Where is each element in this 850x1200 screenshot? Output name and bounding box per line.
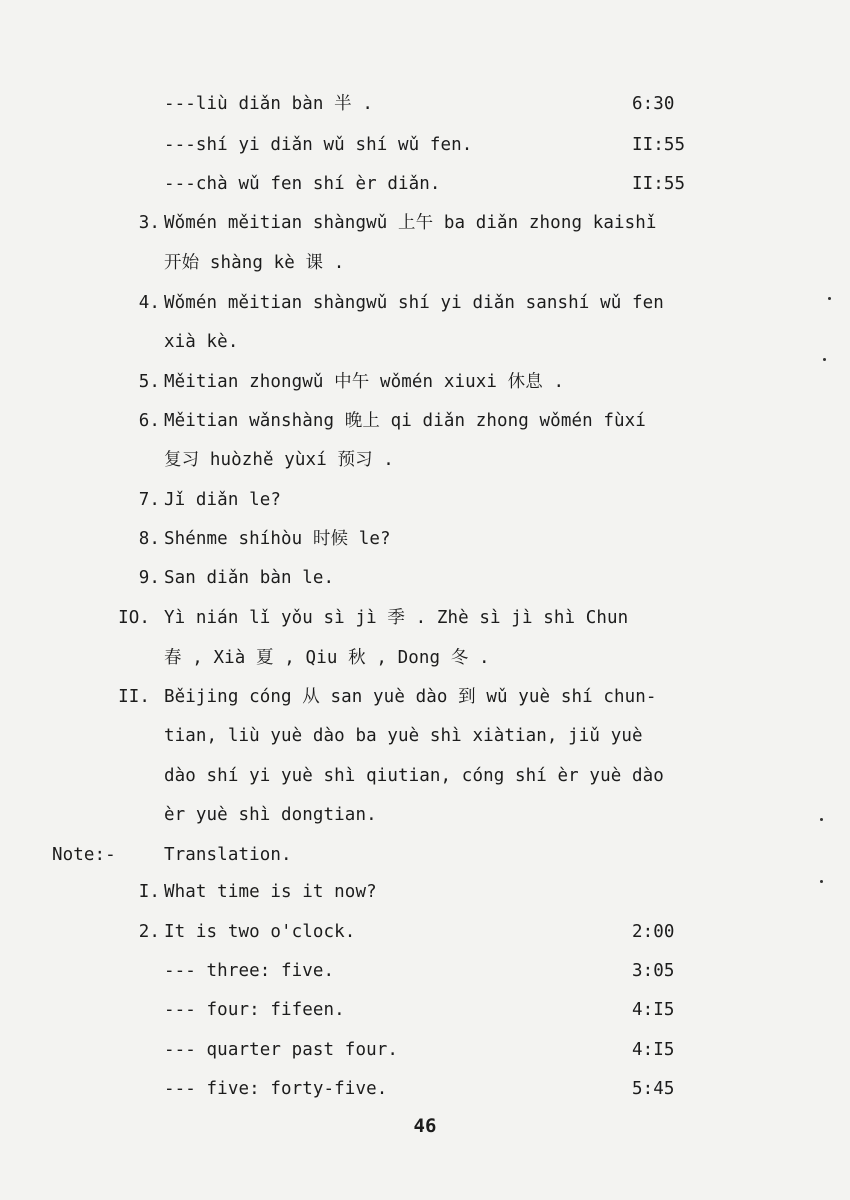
item-number: 6. — [138, 411, 160, 431]
line-text: 开始 shàng kè 课 . — [164, 253, 345, 273]
time-value: 6:30 — [632, 94, 675, 114]
line-text: It is two o'clock. — [164, 922, 356, 942]
line-text: What time is it now? — [164, 882, 377, 902]
text-line — [0, 524, 850, 554]
page-number: 46 — [413, 1115, 437, 1137]
line-text: Translation. — [164, 845, 292, 865]
line-text: Jǐ diǎn le? — [164, 490, 281, 510]
line-text: Wǒmén měitian shàngwǔ 上午 ba diǎn zhong kaishǐ — [164, 213, 657, 233]
text-line — [0, 721, 850, 751]
item-number: 5. — [138, 372, 160, 392]
line-text: èr yuè shì dongtian. — [164, 805, 377, 825]
line-text: ---chà wǔ fen shí èr diǎn. — [164, 174, 441, 194]
text-line — [0, 840, 850, 870]
line-text: tian, liù yuè dào ba yuè shì xiàtian, jiǔ yuè — [164, 726, 643, 746]
line-text: 复习 huòzhě yùxí 预习 . — [164, 450, 394, 470]
text-line — [0, 877, 850, 907]
line-text: xià kè. — [164, 332, 239, 352]
item-number: IO. — [118, 608, 150, 628]
line-text: Měitian wǎnshàng 晚上 qi diǎn zhong wǒmén fùxí — [164, 411, 646, 431]
text-line — [0, 288, 850, 318]
text-line — [0, 563, 850, 593]
scan-speck — [820, 880, 823, 883]
item-number: I. — [138, 882, 160, 902]
note-label: Note:- — [52, 845, 116, 865]
text-line — [0, 643, 850, 673]
line-text: --- five: forty-five. — [164, 1079, 388, 1099]
line-text: --- four: fifeen. — [164, 1000, 345, 1020]
text-line — [0, 89, 850, 119]
time-value: 5:45 — [632, 1079, 675, 1099]
time-value: 4:I5 — [632, 1000, 675, 1020]
scan-speck — [823, 358, 826, 361]
item-number: 3. — [138, 213, 160, 233]
scan-speck — [828, 297, 831, 300]
item-number: 2. — [138, 922, 160, 942]
text-line — [0, 956, 850, 986]
text-line — [0, 1074, 850, 1104]
line-text: Wǒmén měitian shàngwǔ shí yi diǎn sanshí wǔ fen — [164, 293, 664, 313]
text-line — [0, 1035, 850, 1065]
line-text: San diǎn bàn le. — [164, 568, 335, 588]
time-value: II:55 — [632, 135, 686, 155]
line-text: --- three: five. — [164, 961, 335, 981]
text-line — [0, 917, 850, 947]
text-line — [0, 761, 850, 791]
text-line — [0, 445, 850, 475]
text-line — [0, 208, 850, 238]
text-line — [0, 485, 850, 515]
line-text: 春 , Xià 夏 , Qiu 秋 , Dong 冬 . — [164, 648, 490, 668]
time-value: II:55 — [632, 174, 686, 194]
line-text: Měitian zhongwǔ 中午 wǒmén xiuxi 休息 . — [164, 372, 565, 392]
text-line — [0, 682, 850, 712]
line-text: ---liù diǎn bàn 半 . — [164, 94, 374, 114]
scan-speck — [820, 818, 823, 821]
text-line — [0, 603, 850, 633]
line-text: ---shí yi diǎn wǔ shí wǔ fen. — [164, 135, 473, 155]
text-line — [0, 367, 850, 397]
item-number: 4. — [138, 293, 160, 313]
line-text: dào shí yi yuè shì qiutian, cóng shí èr yuè dào — [164, 766, 664, 786]
text-line — [0, 248, 850, 278]
item-number: 7. — [138, 490, 160, 510]
text-line — [0, 800, 850, 830]
line-text: Yì nián lǐ yǒu sì jì 季 . Zhè sì jì shì Chun — [164, 608, 629, 628]
line-text: Běijing cóng 从 san yuè dào 到 wǔ yuè shí chun- — [164, 687, 657, 707]
line-text: Shénme shíhòu 时候 le? — [164, 529, 391, 549]
text-line — [0, 327, 850, 357]
line-text: --- quarter past four. — [164, 1040, 398, 1060]
text-line — [0, 169, 850, 199]
time-value: 3:05 — [632, 961, 675, 981]
item-number: 8. — [138, 529, 160, 549]
time-value: 2:00 — [632, 922, 675, 942]
text-line — [0, 130, 850, 160]
time-value: 4:I5 — [632, 1040, 675, 1060]
text-line — [0, 406, 850, 436]
item-number: 9. — [138, 568, 160, 588]
item-number: II. — [118, 687, 150, 707]
text-line — [0, 995, 850, 1025]
